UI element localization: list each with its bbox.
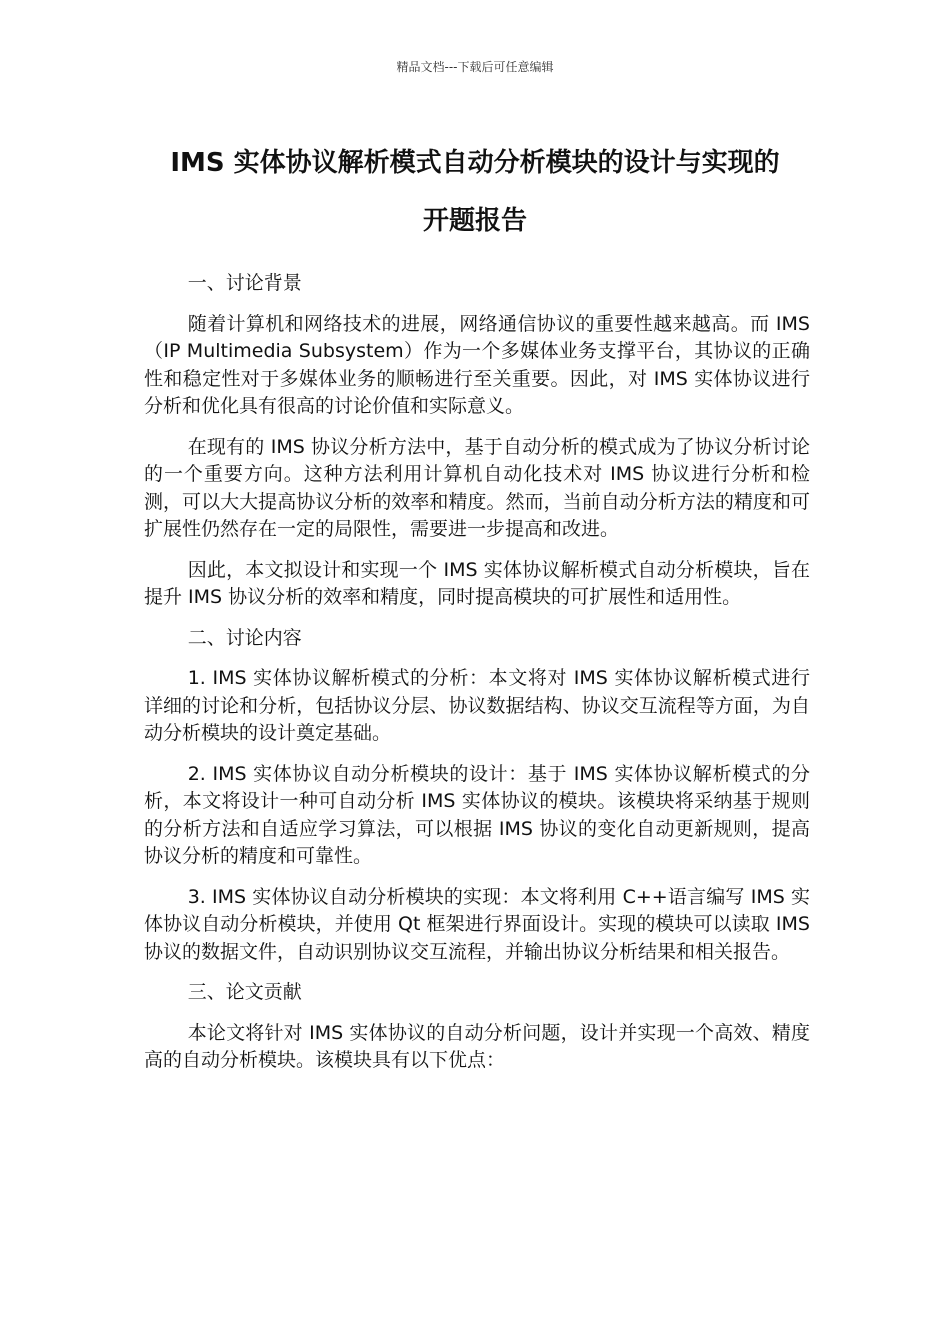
title-line-1: IMS 实体协议解析模式自动分析模块的设计与实现的 [170, 148, 780, 178]
paragraph-background-2: 在现有的 IMS 协议分析方法中，基于自动分析的模式成为了协议分析讨论的一个重要方向。这种方法利用计算机自动化技术对 IMS 协议进行分析和检测，可以大大提高协议分析的效率和精度。然而，当前自动分析方法的精度和可扩展性仍然存在一定的局限性，需要进一步提高和改进。 [144, 435, 810, 540]
paragraph-background-1: 随着计算机和网络技术的进展，网络通信协议的重要性越来越高。而 IMS（IP Multimedia Subsystem）作为一个多媒体业务支撑平台，其协议的正确性和稳定性对于多媒体业务的顺畅进行至关重要。因此，对 IMS 实体协议进行分析和优化具有很高的讨论价值和实际意义。 [144, 312, 810, 417]
document-body [144, 270, 810, 1088]
paragraph-contribution-1: 本论文将针对 IMS 实体协议的自动分析问题，设计并实现一个高效、精度高的自动分析模块。该模块具有以下优点： [144, 1021, 810, 1071]
title-line-2: 开题报告 [422, 206, 527, 236]
paragraph-background-3: 因此，本文拟设计和实现一个 IMS 实体协议解析模式自动分析模块，旨在提升 IMS 协议分析的效率和精度，同时提高模块的可扩展性和适用性。 [144, 558, 810, 608]
paragraph-content-3: 3. IMS 实体协议自动分析模块的实现：本文将利用 C++语言编写 IMS 实体协议自动分析模块，并使用 Qt 框架进行界面设计。实现的模块可以读取 IMS 协议的数据文件，自动识别协议交互流程，并输出协议分析结果和相关报告。 [144, 885, 810, 963]
paragraph-content-2: 2. IMS 实体协议自动分析模块的设计：基于 IMS 实体协议解析模式的分析，本文将设计一种可自动分析 IMS 实体协议的模块。该模块将采纳基于规则的分析方法和自适应学习算法，可以根据 IMS 协议的变化自动更新规则，提高协议分析的精度和可靠性。 [144, 762, 810, 867]
document-title [130, 134, 820, 250]
header-note: 精品文档---下载后可任意编辑 [396, 60, 554, 74]
section-heading-background: 一、讨论背景 [187, 272, 302, 294]
section-heading-contribution: 三、论文贡献 [187, 981, 302, 1003]
section-heading-content: 二、讨论内容 [187, 626, 302, 649]
paragraph-content-1: 1. IMS 实体协议解析模式的分析：本文将对 IMS 实体协议解析模式进行详细的讨论和分析，包括协议分层、协议数据结构、协议交互流程等方面，为自动分析模块的设计奠定基础。 [144, 667, 810, 744]
